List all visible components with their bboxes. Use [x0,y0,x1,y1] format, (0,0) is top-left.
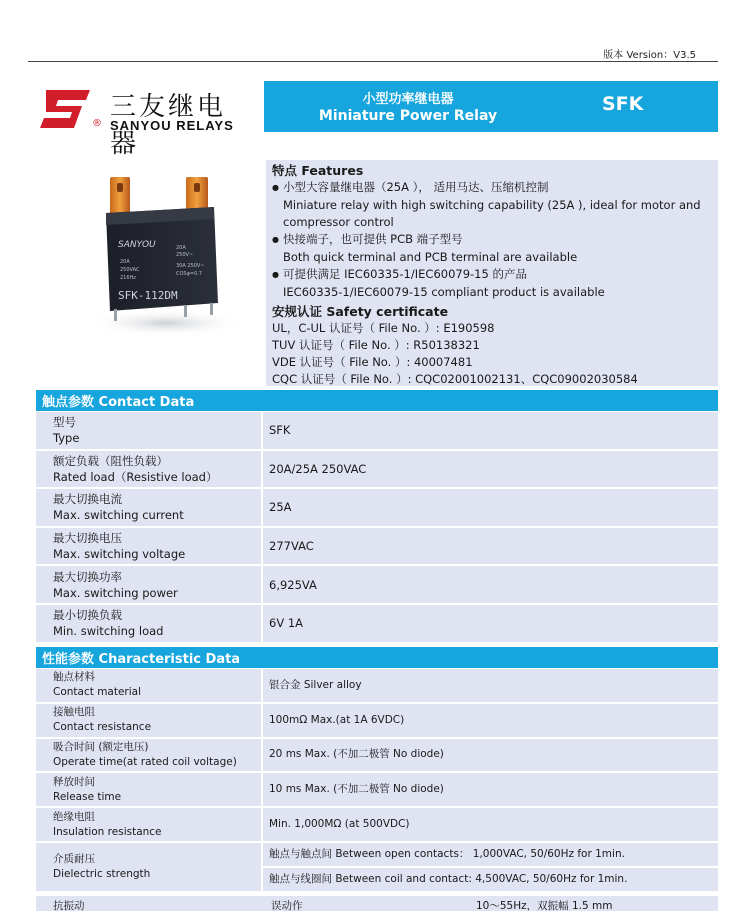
feature-item-2-cn: ● 快接端子，也可提供 PCB 端子型号 [272,231,712,249]
table-row [36,566,718,605]
row-label-en: Max. switching current [53,508,184,523]
table-row [36,528,718,567]
product-model: SFK [602,93,644,115]
header-rule [28,61,718,62]
row-value: 10 ms Max. (不加二极管 No diode) [269,783,444,796]
row-label-cn: 接触电阻 [53,706,95,719]
feature-item-1-en-2: compressor control [283,215,394,229]
row-label-cn: 介质耐压 [53,852,95,865]
brand-logo [38,84,253,159]
photo-spec-3: 30A 250V~ [176,263,205,269]
table-row [36,808,718,843]
photo-spec-2: 250V~ [176,252,194,258]
row-label-cn: 绝缘电阻 [53,810,95,823]
feature-item-3-cn: ● 可提供满足 IEC60335-1/IEC60079-15 的产品 [272,266,712,284]
row-label-en: Dielectric strength [53,867,151,880]
vibration-value: 10～55Hz，双振幅 1.5 mm [476,900,613,911]
table-row [36,704,718,739]
table-row [36,451,718,490]
table-row [36,605,718,644]
vibration-sub-label: 误动作 [271,900,303,911]
row-label-cn: 最大切换电压 [53,531,122,546]
registered-mark: ® [92,118,102,129]
row-label-cn: 触点材料 [53,671,95,684]
table-row-vibration [36,896,718,911]
row-value: 6V 1A [269,616,304,631]
brand-name-en: SANYOU RELAYS [110,118,234,133]
features-panel [266,160,718,386]
row-value: 6,925VA [269,577,317,592]
row-label-cn: 额定负载（阻性负载） [53,453,168,468]
feature-item-1-en-1: Miniature relay with high switching capability (25A ), ideal for motor and [283,198,701,212]
row-label-en: Operate time(at rated coil voltage) [53,755,237,768]
product-title-en: Miniature Power Relay [318,108,498,124]
dielectric-coil-contact: 触点与线圈间 Between coil and contact: 4,500VAC, 50/60Hz for 1min. [269,872,628,885]
brand-name-cn: 三友继电器 [110,92,227,159]
title-band [264,81,718,132]
row-label-cn: 抗振动 [53,900,85,911]
photo-spec-left-2: 250VAC [120,267,140,273]
dielectric-open-contacts: 触点与触点间 Between open contacts： 1,000VAC, 50/60Hz for 1min. [263,843,718,868]
table-row [36,412,718,451]
row-label-en: Release time [53,790,122,803]
row-label-en: Max. switching power [53,585,178,600]
table-row-dielectric [36,843,718,893]
feature-item-2-en: Both quick terminal and PCB terminal are available [283,250,578,264]
row-label-en: Type [53,431,80,446]
characteristic-data-heading: 性能参数 Characteristic Data [36,647,718,668]
cert-tuv: TUV 认证号（ File No. ）: R50138321 [272,338,480,352]
row-value: 银合金 Silver alloy [269,678,362,691]
feature-item-3-en: IEC60335-1/IEC60079-15 compliant product is available [283,285,605,299]
table-row [36,669,718,704]
row-label-cn: 最大切换功率 [53,569,122,584]
row-label-cn: 型号 [53,415,76,430]
contact-data-table [36,412,718,644]
row-label-en: Insulation resistance [53,825,162,838]
photo-spec-1: 20A [176,245,186,251]
row-label-en: Rated load（Resistive load） [53,469,218,484]
sanyou-logo-icon [38,86,94,132]
certificate-heading: 安规认证 Safety certificate [272,304,449,319]
photo-spec-left-1: 20A [120,259,130,265]
feature-item-1-cn: ● 小型大容量继电器（25A ）， 适用马达、压缩机控制 [272,179,712,197]
cert-ul: UL，C-UL 认证号（ File No. ）: E190598 [272,321,495,335]
photo-brand-text: SANYOU [118,240,156,250]
row-value: 25A [269,500,292,515]
contact-data-heading: 触点参数 Contact Data [36,390,718,411]
row-label-cn: 最大切换电流 [53,492,122,507]
row-label-en: Contact material [53,686,142,699]
features-heading: 特点 Features [272,163,364,178]
row-label-cn: 吸合时间 (额定电压) [53,740,149,753]
row-value: 20 ms Max. (不加二极管 No diode) [269,748,444,761]
table-row [36,739,718,774]
row-label-cn: 释放时间 [53,775,95,788]
row-label-en: Min. switching load [53,624,164,639]
row-label-en: Max. switching voltage [53,547,186,562]
row-value: 20A/25A 250VAC [269,461,367,476]
table-row [36,773,718,808]
row-value: Min. 1,000MΩ (at 500VDC) [269,818,410,831]
photo-spec-4: COSφ=0.7 [176,271,203,277]
table-row [36,489,718,528]
row-label-en: Contact resistance [53,721,152,734]
characteristic-data-table [36,669,718,893]
row-label-cn: 最小切换负载 [53,608,122,623]
version-label: 版本 Version：V3.5 [603,50,696,61]
cert-cqc: CQC 认证号（ File No. ）: CQC02001002131、CQC09002030584 [272,372,638,386]
photo-model-text: SFK-112DM [118,289,178,302]
row-value: 277VAC [269,539,314,554]
row-value: SFK [269,423,291,438]
relay-product-photo [88,163,248,338]
row-value: 100mΩ Max.(at 1A 6VDC) [269,713,405,726]
photo-spec-left-3: 216Hz [120,275,136,281]
product-title-cn: 小型功率继电器 [362,92,454,107]
cert-vde: VDE 认证号（ File No. ）: 40007481 [272,355,473,369]
